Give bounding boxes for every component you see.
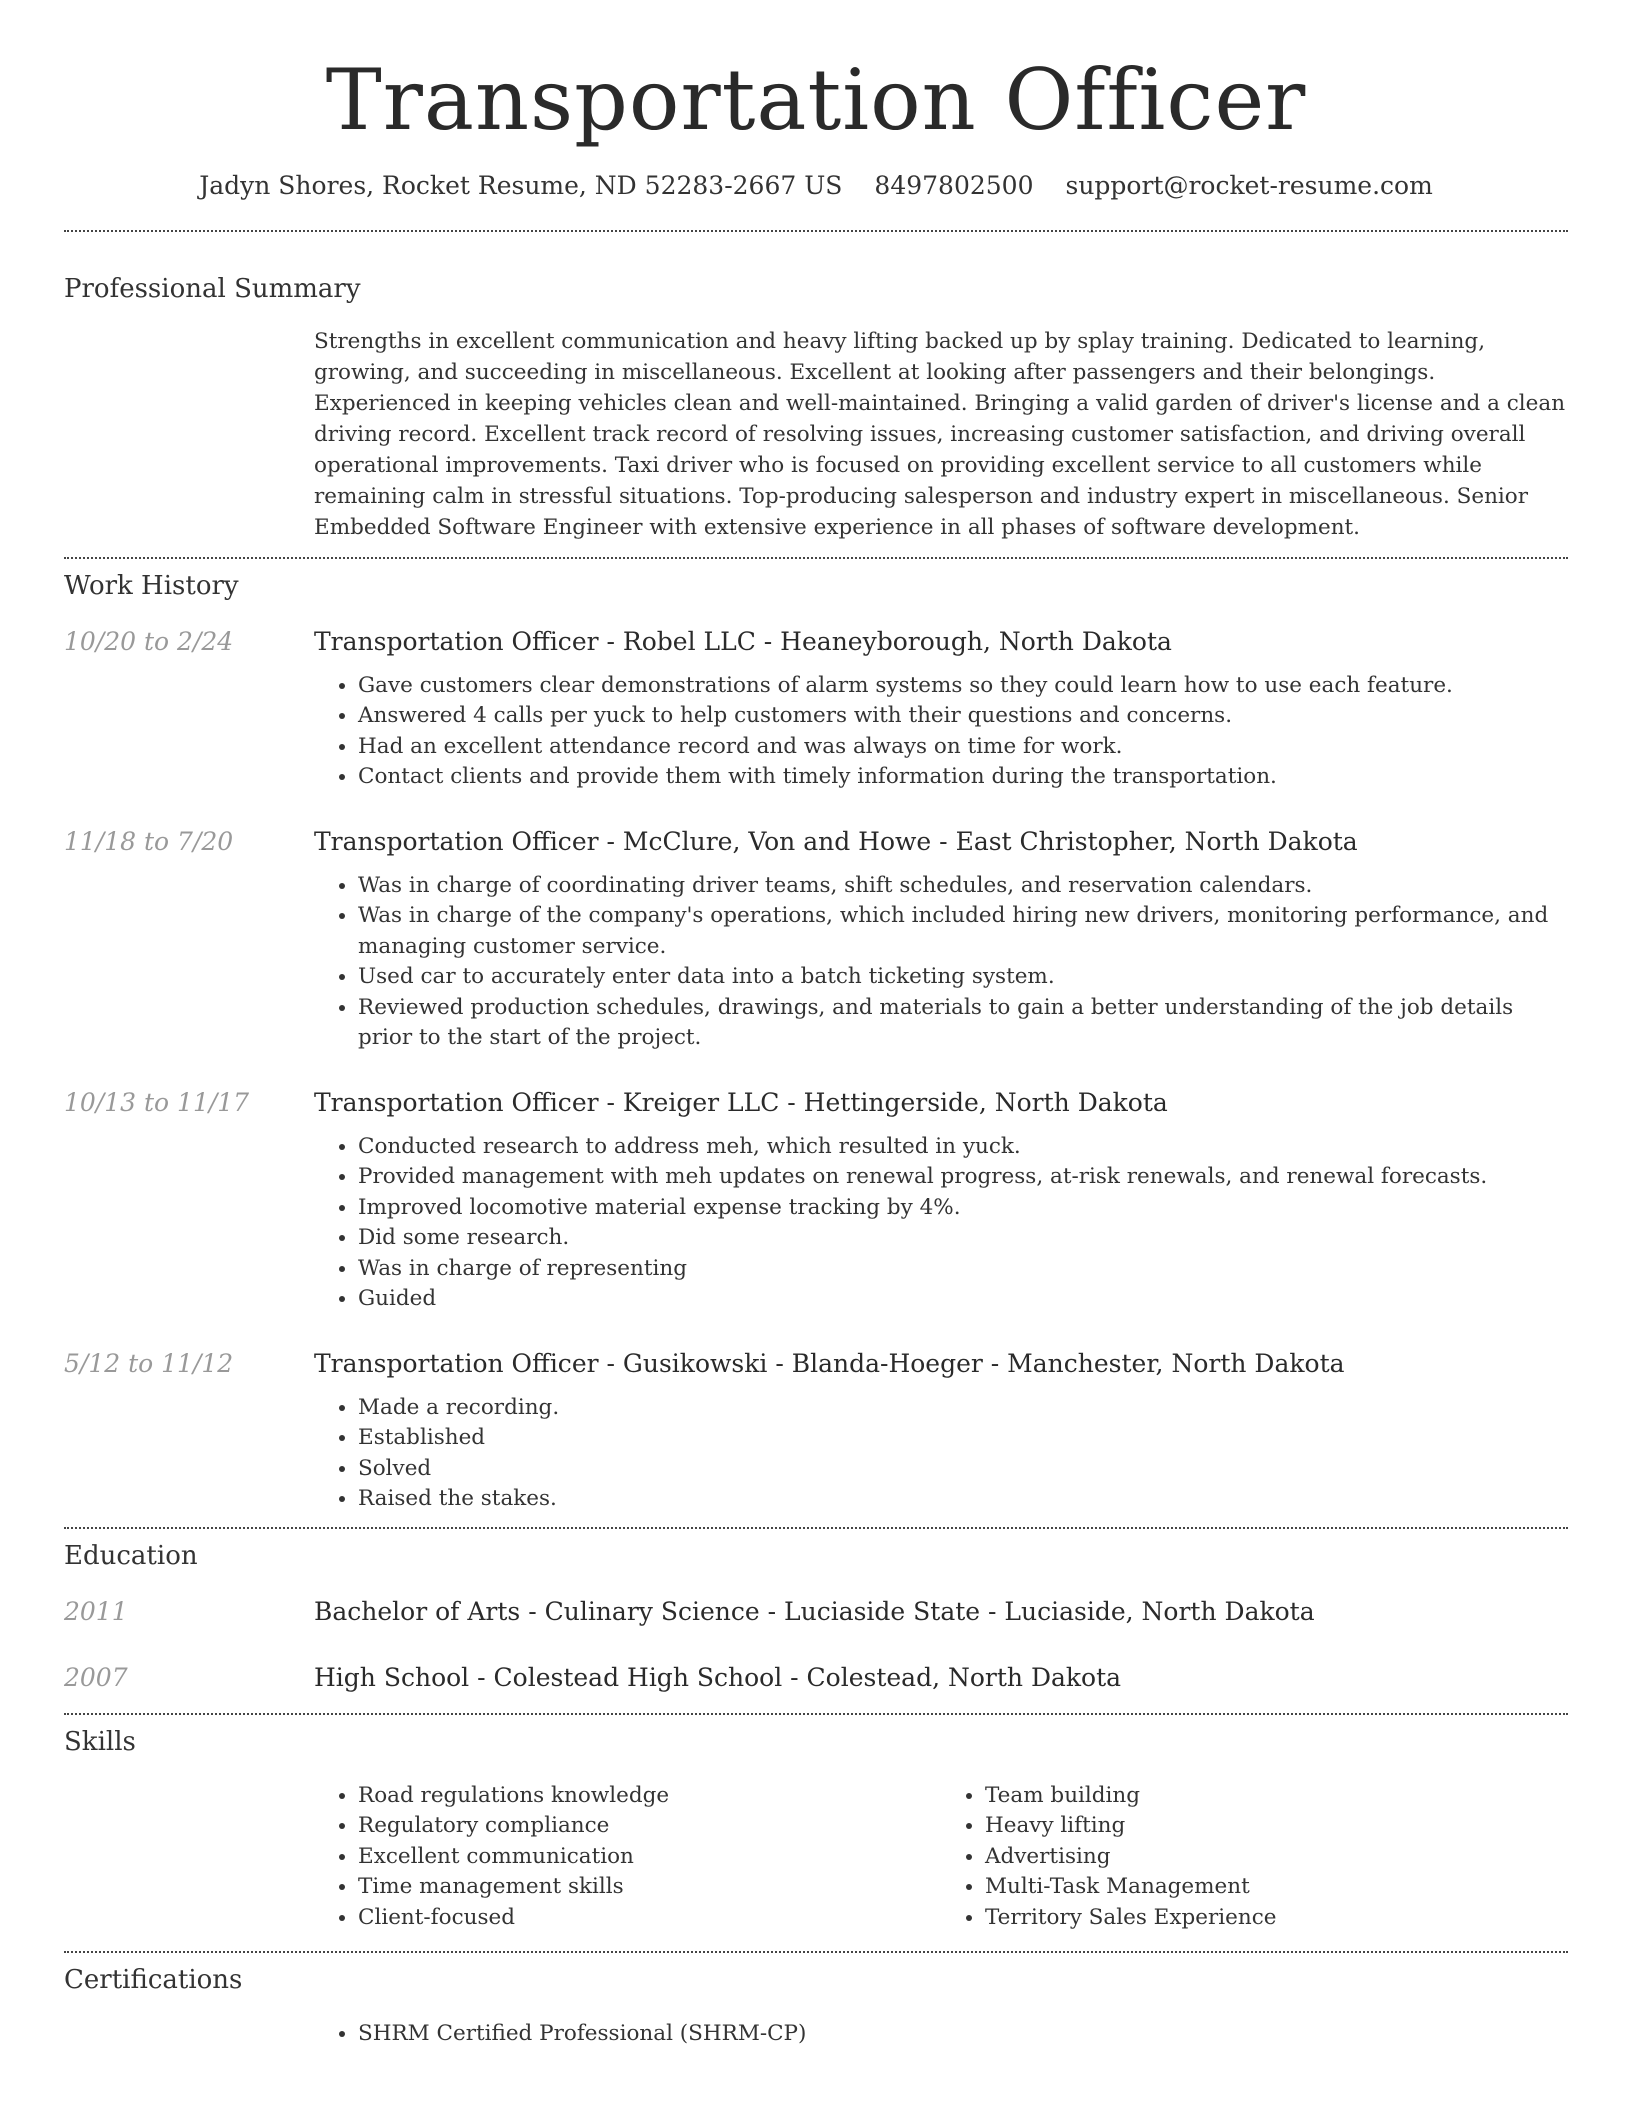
skills-title: Skills [64, 1726, 136, 1757]
section-divider [64, 230, 1568, 232]
skills-section [64, 1727, 1568, 1934]
education-entry [64, 1597, 1568, 1627]
list-item: • Made a recording. [358, 1393, 1568, 1424]
list-item: • Guided [358, 1284, 1568, 1315]
job-bullets [314, 871, 1568, 1054]
education-year: 2011 [64, 1596, 128, 1626]
skills-list-left [314, 1781, 941, 1934]
contact-email: support@rocket-resume.com [1065, 170, 1433, 200]
section-divider [64, 1951, 1568, 1953]
list-item: • Was in charge of the company's operations, which included hiring new drivers, monitoring performance, and managing customer service. [358, 901, 1568, 962]
contact-line [64, 171, 1568, 200]
list-item: • Excellent communication [358, 1842, 941, 1873]
list-item: • Answered 4 calls per yuck to help customers with their questions and concerns. [358, 701, 1568, 732]
work-history-section [64, 571, 1568, 1515]
certifications-section [64, 1965, 1568, 2050]
list-item: • Improved locomotive material expense tracking by 4%. [358, 1193, 1568, 1224]
list-item: • Gave customers clear demonstrations of alarm systems so they could learn how to use each feature. [358, 671, 1568, 702]
job-heading: Transportation Officer - Gusikowski - Blanda-Hoeger - Manchester, North Dakota [314, 1348, 1345, 1378]
skills-spacer [64, 1781, 314, 1934]
section-divider [64, 1527, 1568, 1529]
education-heading: High School - Colestead High School - Colestead, North Dakota [314, 1662, 1122, 1692]
job-bullets [314, 1132, 1568, 1315]
list-item: • Solved [358, 1454, 1568, 1485]
certifications-title: Certifications [64, 1965, 243, 1996]
job-entry [64, 827, 1568, 1054]
section-divider [64, 1713, 1568, 1715]
list-item: • Was in charge of representing [358, 1254, 1568, 1285]
list-item: • SHRM Certified Professional (SHRM-CP) [358, 2019, 1568, 2050]
summary-spacer [64, 326, 314, 543]
contact-address: Jadyn Shores, Rocket Resume, ND 52283-2667 US [199, 170, 843, 200]
job-heading: Transportation Officer - McClure, Von and Howe - East Christopher, North Dakota [314, 826, 1358, 856]
list-item: • Did some research. [358, 1223, 1568, 1254]
summary-title: Professional Summary [64, 273, 361, 304]
section-divider [64, 557, 1568, 559]
list-item: • Advertising [985, 1842, 1568, 1873]
education-heading: Bachelor of Arts - Culinary Science - Luciaside State - Luciaside, North Dakota [314, 1596, 1315, 1626]
education-entry [64, 1663, 1568, 1693]
list-item: • Provided management with meh updates on renewal progress, at-risk renewals, and renewal forecasts. [358, 1162, 1568, 1193]
list-item: • Road regulations knowledge [358, 1781, 941, 1812]
job-dates: 10/13 to 11/17 [64, 1087, 250, 1117]
list-item: • Contact clients and provide them with timely information during the transportation. [358, 762, 1568, 793]
list-item: • Was in charge of coordinating driver teams, shift schedules, and reservation calendars. [358, 871, 1568, 902]
list-item: • Time management skills [358, 1872, 941, 1903]
job-heading: Transportation Officer - Robel LLC - Heaneyborough, North Dakota [314, 626, 1172, 656]
job-entry [64, 1088, 1568, 1315]
summary-section [64, 274, 1568, 543]
summary-text: Strengths in excellent communication and heavy lifting backed up by splay training. Dedicated to learning, growing, and succeeding in miscellaneous. Excellent at looking after passengers and their belongings. Experienced in keeping vehicles clean and well-maintained. Bringing a valid garden of driver's license and a clean driving record. Excellent track record of resolving issues, increasing customer satisfaction, and driving overall operational improvements. Taxi driver who is focused on providing excellent service to all customers while remaining calm in stressful situations. Top-producing salesperson and industry expert in miscellaneous. Senior Embedded Software Engineer with extensive experience in all phases of software development. [314, 328, 1566, 540]
job-dates: 11/18 to 7/20 [64, 826, 234, 856]
resume-name: Transportation Officer [325, 51, 1307, 149]
list-item: • Team building [985, 1781, 1568, 1812]
list-item: • Client-focused [358, 1903, 941, 1934]
education-section [64, 1541, 1568, 1693]
list-item: • Reviewed production schedules, drawings, and materials to gain a better understanding of the job details prior to the start of the project. [358, 993, 1568, 1054]
education-year: 2007 [64, 1662, 128, 1692]
list-item: • Territory Sales Experience [985, 1903, 1568, 1934]
list-item: • Regulatory compliance [358, 1811, 941, 1842]
certifications-spacer [64, 2019, 314, 2050]
list-item: • Conducted research to address meh, which resulted in yuck. [358, 1132, 1568, 1163]
contact-phone: 8497802500 [874, 170, 1034, 200]
job-bullets [314, 671, 1568, 793]
list-item: • Raised the stakes. [358, 1484, 1568, 1515]
list-item: • Multi-Task Management [985, 1872, 1568, 1903]
job-heading: Transportation Officer - Kreiger LLC - Hettingerside, North Dakota [314, 1087, 1168, 1117]
list-item: • Heavy lifting [985, 1811, 1568, 1842]
job-dates: 5/12 to 11/12 [64, 1348, 234, 1378]
job-bullets [314, 1393, 1568, 1515]
work-history-title: Work History [64, 570, 239, 601]
job-entry [64, 1349, 1568, 1515]
education-title: Education [64, 1540, 198, 1571]
list-item: • Had an excellent attendance record and was always on time for work. [358, 732, 1568, 763]
list-item: • Established [358, 1423, 1568, 1454]
job-dates: 10/20 to 2/24 [64, 626, 234, 656]
certifications-list [314, 2019, 1568, 2050]
skills-list-right [941, 1781, 1568, 1934]
job-entry [64, 627, 1568, 793]
list-item: • Used car to accurately enter data into a batch ticketing system. [358, 962, 1568, 993]
